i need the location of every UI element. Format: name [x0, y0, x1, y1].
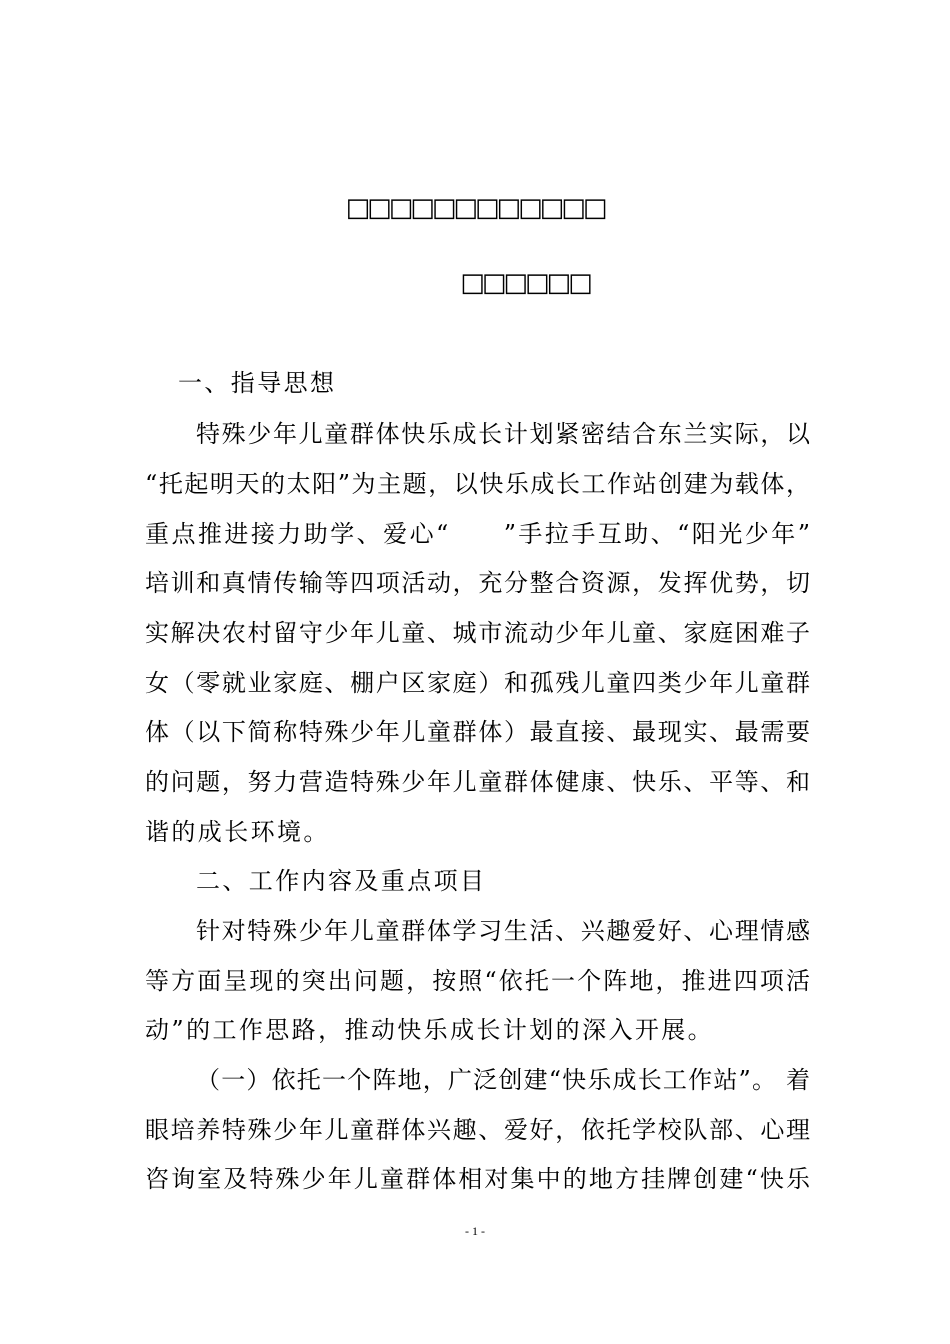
body-line: 咨询室及特殊少年儿童群体相对集中的地方挂牌创建“快乐 [145, 1165, 810, 1193]
section-heading-1: 一、指导思想 [178, 369, 337, 397]
body-line: 特殊少年儿童群体快乐成长计划紧密结合东兰实际，以 [196, 420, 810, 448]
body-line: 女（零就业家庭、棚户区家庭）和孤残儿童四类少年儿童群 [145, 669, 810, 697]
body-line: “托起明天的太阳”为主题，以快乐成长工作站创建为载体， [145, 470, 810, 498]
body-line: 眼培养特殊少年儿童群体兴趣、爱好，依托学校队部、心理 [145, 1116, 810, 1144]
page-number: - 1 - [465, 1224, 485, 1238]
document-title-line-1 [0, 193, 950, 223]
body-line: 实解决农村留守少年儿童、城市流动少年儿童、家庭困难子 [145, 619, 810, 647]
body-line: 针对特殊少年儿童群体学习生活、兴趣爱好、心理情感 [196, 917, 810, 945]
body-line: 谐的成长环境。 [145, 818, 330, 846]
subsection-line: （一）依托一个阵地，广泛创建“快乐成长工作站”。 着 [196, 1066, 810, 1094]
title-glyphs: □□□□□□ [460, 268, 590, 298]
title-glyphs: □□□□□□□□□□□□ [345, 193, 605, 223]
document-title-line-2 [0, 268, 950, 298]
section-heading-2: 二、工作内容及重点项目 [196, 867, 487, 895]
body-line: 动”的工作思路，推动快乐成长计划的深入开展。 [145, 1016, 715, 1044]
body-line: 重点推进接力助学、爱心“ ”手拉手互助、“阳光少年” [145, 520, 810, 548]
body-line: 培训和真情传输等四项活动，充分整合资源，发挥优势，切 [145, 569, 810, 597]
body-line: 的问题，努力营造特殊少年儿童群体健康、快乐、平等、和 [145, 768, 810, 796]
body-line: 体（以下简称特殊少年儿童群体）最直接、最现实、最需要 [145, 718, 810, 746]
body-line: 等方面呈现的突出问题，按照“依托一个阵地，推进四项活 [145, 967, 810, 995]
